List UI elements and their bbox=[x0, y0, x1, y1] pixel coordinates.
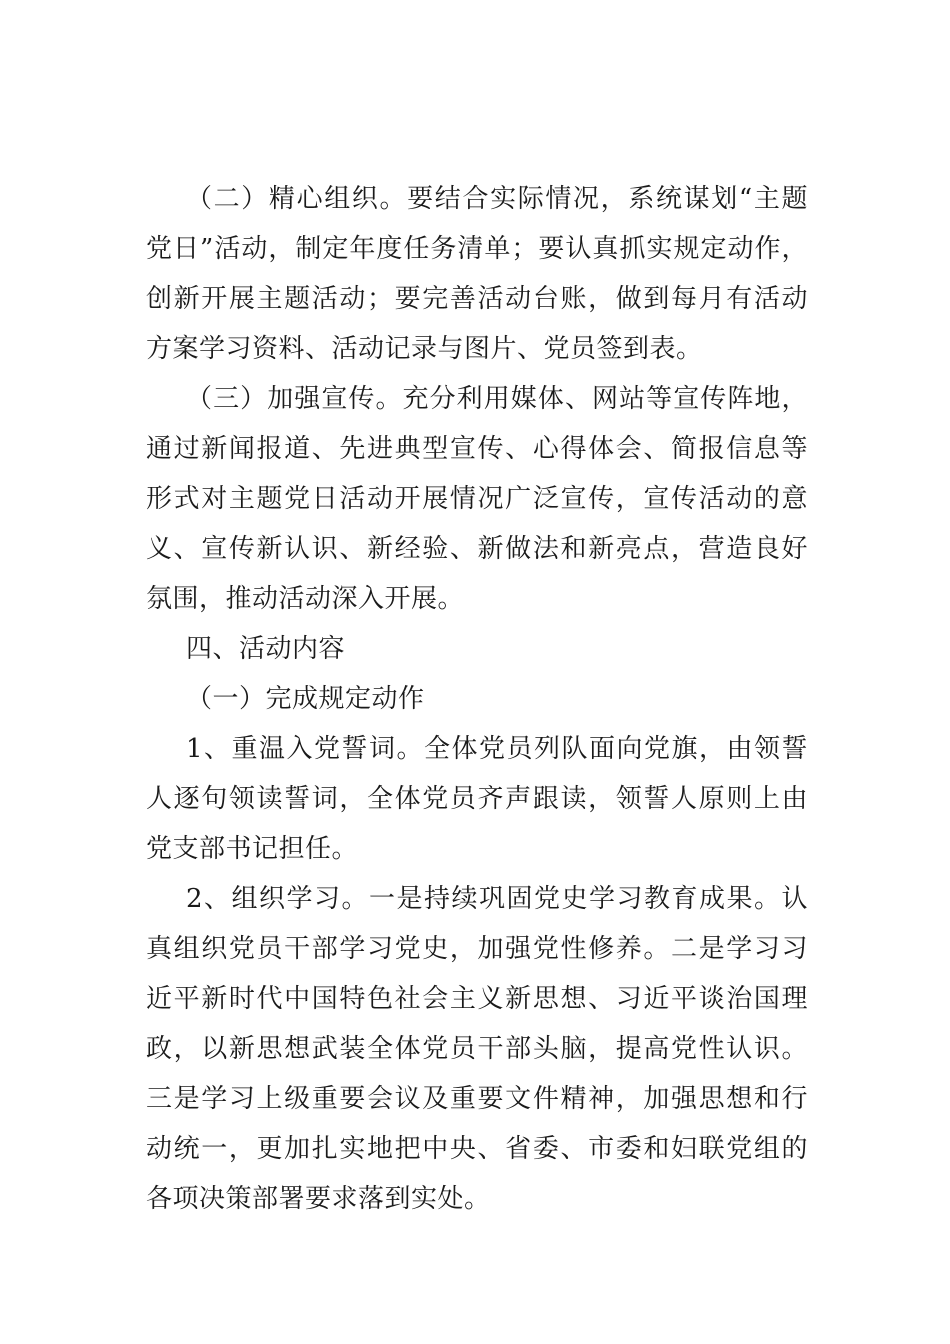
subsection-heading-required-actions: （一）完成规定动作 bbox=[186, 684, 425, 714]
paragraph-oath-review: 1、重温入党誓词。全体党员列队面向党旗，由领誓人逐句领读誓词，全体党员齐声跟读，领誓人原则上由党支部书记担任。 bbox=[146, 734, 808, 864]
document-page bbox=[146, 174, 808, 1224]
paragraph-strengthen-publicity: （三）加强宣传。充分利用媒体、网站等宣传阵地，通过新闻报道、先进典型宣传、心得体会、简报信息等形式对主题党日活动开展情况广泛宣传，宣传活动的意义、宣传新认识、新经验、新做法和新亮点，营造良好氛围，推动活动深入开展。 bbox=[146, 384, 808, 614]
paragraph-careful-organization: （二）精心组织。要结合实际情况，系统谋划“主题党日”活动，制定年度任务清单；要认真抓实规定动作，创新开展主题活动；要完善活动台账，做到每月有活动方案学习资料、活动记录与图片、党员签到表。 bbox=[146, 184, 808, 364]
section-heading-activity-content: 四、活动内容 bbox=[186, 634, 346, 664]
paragraph-organize-study: 2、组织学习。一是持续巩固党史学习教育成果。认真组织党员干部学习党史，加强党性修养。二是学习习近平新时代中国特色社会主义新思想、习近平谈治国理政，以新思想武装全体党员干部头脑，提高党性认识。三是学习上级重要会议及重要文件精神，加强思想和行动统一，更加扎实地把中央、省委、市委和妇联党组的各项决策部署要求落到实处。 bbox=[146, 884, 808, 1214]
